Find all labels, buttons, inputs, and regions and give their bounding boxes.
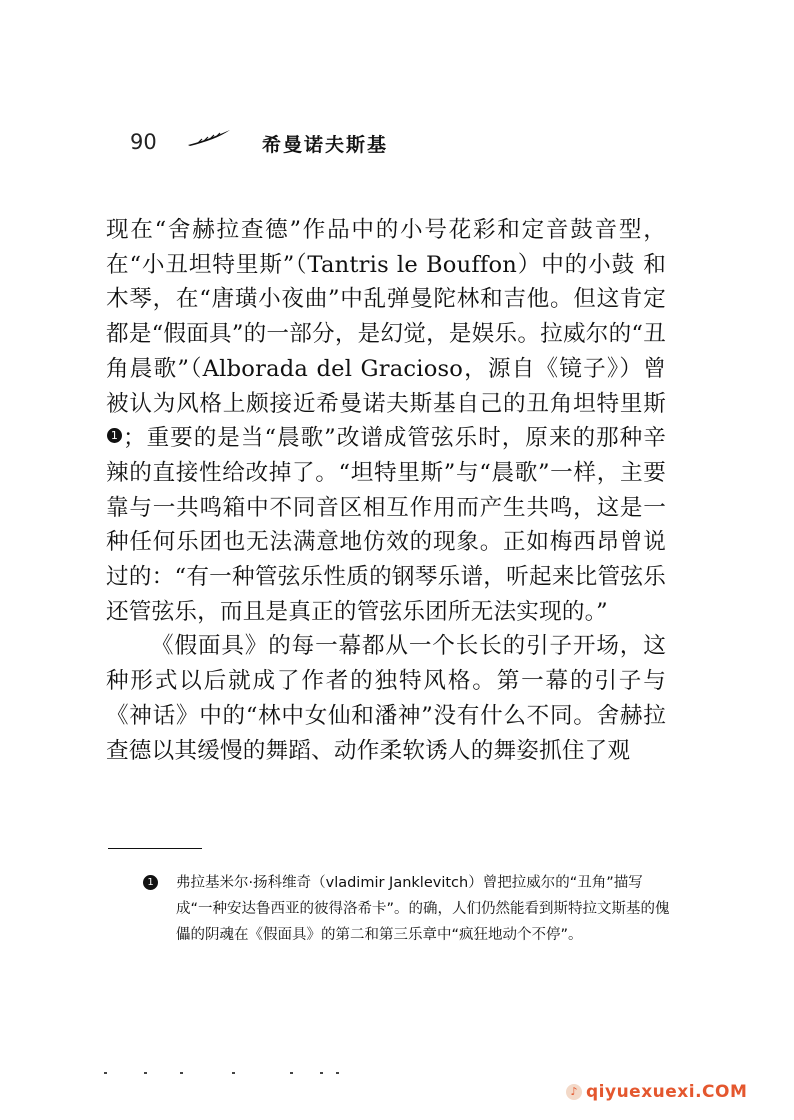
footnote-marker: 1: [143, 875, 158, 890]
footnote-text: 弗拉基米尔·扬科维奇（vladimir Janklevitch）曾把拉威尔的“丑角”描写成“一种安达鲁西亚的彼得洛希卡”。的确，人们仍然能看到斯特拉文斯基的傀儡的阴魂在《假面具》的第二和第三乐章中“疯狂地动个不停”。: [176, 875, 670, 943]
footnote: [146, 870, 670, 948]
footnote-divider: [108, 848, 202, 849]
scan-artifact-dots: [0, 1072, 794, 1082]
music-note-icon: ♪: [566, 1084, 582, 1100]
running-title: 希曼诺夫斯基: [262, 134, 389, 156]
footnote-reference[interactable]: 1: [107, 428, 122, 443]
paragraph-1-part-b: ；重要的是当“晨歌”改谱成管弦乐时，原来的那种辛辣的直接性给改掉了。“坦特里斯”与“晨歌”一样，主要靠与一共鸣箱中不同音区相互作用而产生共鸣，这是一种任何乐团也无法满意地仿效的现象。正如梅西昂曾说过的：“有一种管弦乐性质的钢琴乐谱，听起来比管弦乐还管弦乐，而且是真正的管弦乐团所无法实现的。”: [106, 425, 666, 625]
page-header: [0, 122, 794, 162]
paragraph-1: [106, 213, 666, 629]
quill-pen-icon: [186, 128, 232, 152]
body-text: [106, 213, 666, 768]
paragraph-1-part-a: 现在“舍赫拉查德”作品中的小号花彩和定音鼓音型，在“小丑坦特里斯”（Tantris le Bouffon）中的小鼓 和木琴，在“唐璜小夜曲”中乱弹曼陀林和吉他。但这肯定都是“假面具”的一部分，是幻觉，是娱乐。拉威尔的“丑角晨歌”（Alborada del Gracioso，源自《镜子》）曾被认为风格上颇接近希曼诺夫斯基自己的丑角坦特里斯: [106, 217, 666, 417]
page-number: 90: [130, 130, 157, 154]
site-watermark: [566, 1082, 747, 1102]
watermark-text: qiyuexuexi.COM: [586, 1082, 748, 1102]
paragraph-2: 《假面具》的每一幕都从一个长长的引子开场，这种形式以后就成了作者的独特风格。第一幕的引子与《神话》中的“林中女仙和潘神”没有什么不同。舍赫拉查德以其缓慢的舞蹈、动作柔软诱人的舞姿抓住了观: [106, 633, 666, 764]
